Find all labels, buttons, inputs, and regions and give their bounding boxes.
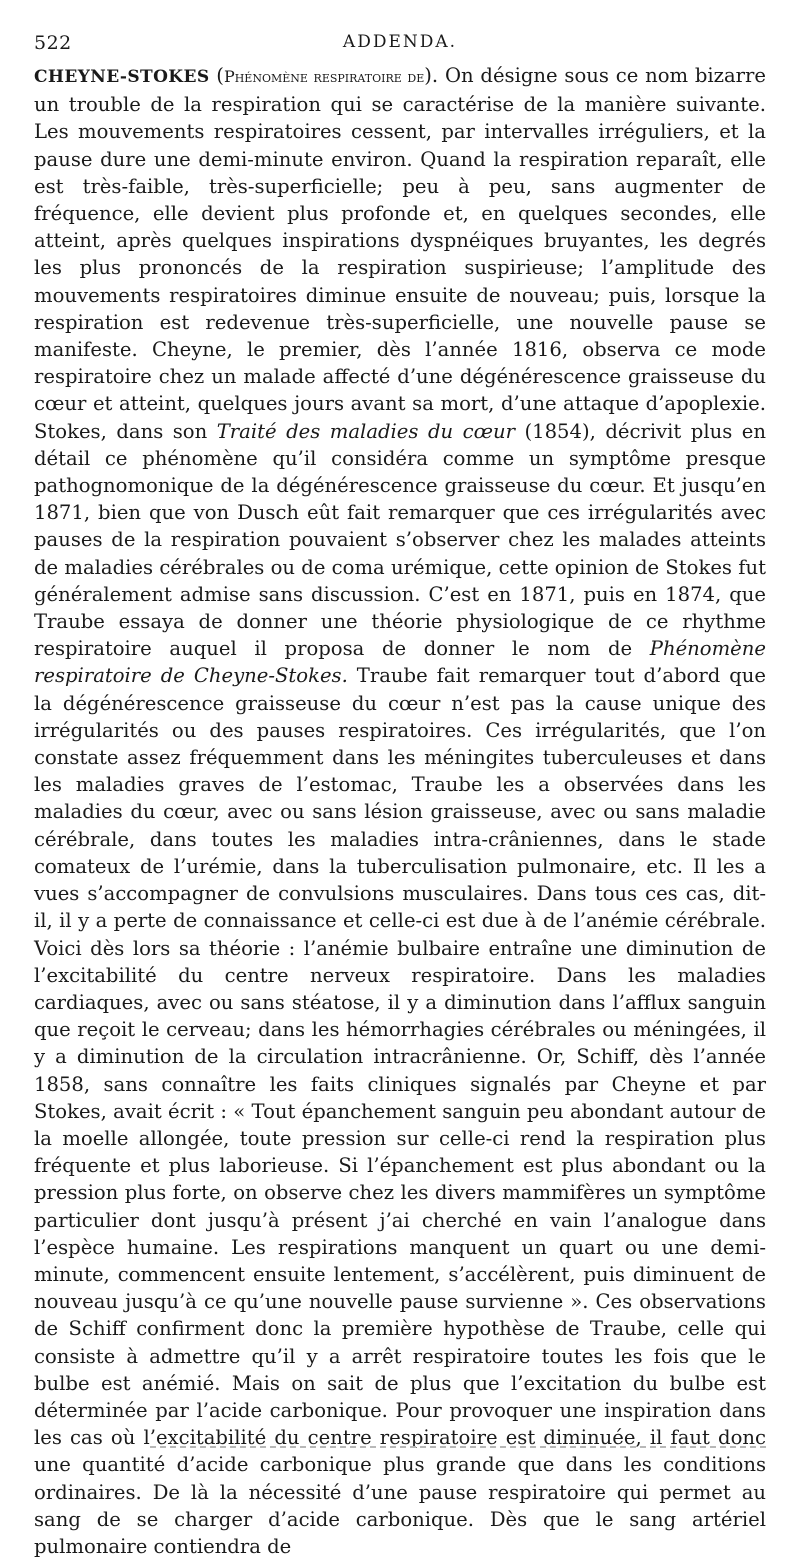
entry-close-paren: ). [424,64,439,87]
entry-text-part-2: (1854), décrivit plus en détail ce phénomène qu’il considéra comme un symptôme presque pathognomonique de la dégénérescence graisseuse du cœur. Et jusqu’en 1871, bien que von Dusch eût fait remarquer que ces irrégularités avec pauses de la respiration pouvaient s’observer chez les malades atteints de maladies cérébrales ou de coma urémique, cette opinion de Stokes fut généralement admise sans discussion. C’est en 1871, puis en 1874, que Traube essaya de donner une théorie physiologique de ce rhythme respiratoire auquel il proposa de donner le nom de [34,419,767,661]
faded-footer-line [150,1446,766,1448]
phenomenon-name-italic: Phénomène respiratoire de Cheyne-Stokes. [34,637,766,688]
running-head [34,32,766,58]
entry-paragraph [34,62,766,1560]
book-title-italic: Traité des maladies du cœur [216,419,515,443]
running-title: ADDENDA. [342,32,458,52]
entry-headword: CHEYNE-STOKES [34,67,210,87]
entry-text-part-3: Traube fait remarquer tout d’abord que la dégénérescence graisseuse du cœur n’est pas la cause unique des irrégularités ou des pauses respiratoires. Ces irrégularités, que l’on constate assez fréquemment dans les méningites tuberculeuses et dans les maladies graves de l’estomac, Traube les a observées dans les maladies du cœur, avec ou sans lésion graisseuse, avec ou sans maladie cérébrale, dans toutes les maladies intra-crâniennes, dans le stade comateux de l’urémie, dans la tuberculisation pulmonaire, etc. Il les a vues s’accompagner de convulsions musculaires. Dans tous ces cas, dit-il, il y a perte de connaissance et celle-ci est due à de l’anémie cérébrale. Voici dès lors sa théorie : l’anémie bulbaire entraîne une diminution de l’excitabilité du centre nerveux respiratoire. Dans les maladies cardiaques, avec ou sans stéatose, il y a diminution dans l’afflux sanguin que reçoit le cerveau; dans les hémorrhagies cérébrales ou méningées, il y a diminution de la circulation intracrânienne. Or, Schiff, dès l’année 1858, sans connaître les faits cliniques signalés par Cheyne et par Stokes, avait écrit : « Tout épanchement sanguin peu abondant autour de la moelle allongée, toute pression sur celle-ci rend la respiration plus fréquente et plus laborieuse. Si l’épanchement est plus abondant ou la pression plus forte, on observe chez les divers mammifères un symptôme particulier dont jusqu’à présent j’ai cherché en vain l’analogue dans l’espèce humaine. Les respirations manquent un quart ou une demi-minute, commencent ensuite lentement, s’accélèrent, puis diminuent de nouveau jusqu’à ce qu’une nouvelle pause survienne ». Ces observations de Schiff confirment donc la première hypothèse de Traube, celle qui consiste à admettre qu’il y a arrêt respiratoire toutes les fois que le bulbe est anémié. Mais on sait de plus que l’excitation du bulbe est déterminée par l’acide carbonique. Pour provoquer une inspiration dans les cas où l’excitabilité du centre respiratoire est diminuée, il faut donc une quantité d’acide carbonique plus grande que dans les conditions ordinaires. De là la nécessité d’une pause respiratoire qui permet au sang de se charger d’acide carbonique. Dès que le sang artériel pulmonaire contiendra de [34,664,766,1558]
page-number: 522 [34,32,72,54]
entry-subtitle: Phénomène respiratoire de [223,67,425,86]
entry-text-part-1: On désigne sous ce nom bizarre un trouble de la respiration qui se caractérise de la manière suivante. Les mouvements respiratoires cessent, par intervalles irréguliers, et la pause dure une demi-minute environ. Quand la respiration reparaît, elle est très-faible, très-superficielle; peu à peu, sans augmenter de fréquence, elle devient plus profonde et, en quelques secondes, elle atteint, après quelques inspirations dyspnéiques bruyantes, les degrés les plus prononcés de la respiration suspirieuse; l’amplitude des mouvements respiratoires diminue ensuite de nouveau; puis, lorsque la respiration est redevenue très-superficielle, une nouvelle pause se manifeste. Cheyne, le premier, dès l’année 1816, observa ce mode respiratoire chez un malade affecté d’une dégénérescence graisseuse du cœur et atteint, quelques jours avant sa mort, d’une attaque d’apoplexie. Stokes, dans son [34,64,766,443]
entry-open-paren: ( [209,64,224,87]
